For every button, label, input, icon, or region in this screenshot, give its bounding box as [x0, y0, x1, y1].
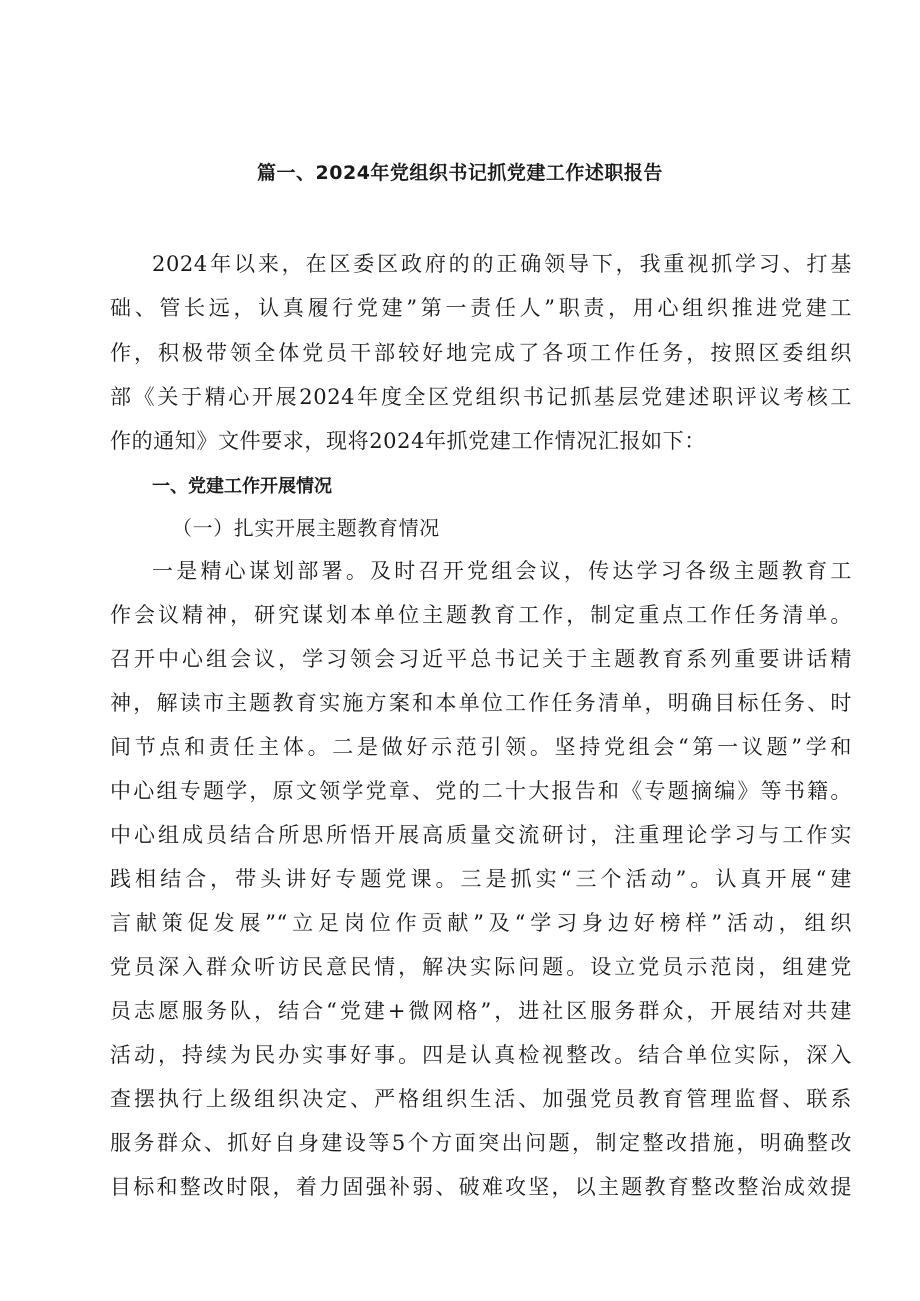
body-line: 间节点和责任主体。二是做好示范引领。坚持党组会“第一议题”学和 [110, 735, 852, 759]
intro-line: 部《关于精心开展2024年度全区党组织书记抓基层党建述职评议考核工 [110, 385, 852, 409]
body-line: 言献策促发展”“立足岗位作贡献”及“学习身边好榜样”活动，组织 [110, 911, 852, 935]
subsection-heading: （一）扎实开展主题教育情况 [172, 516, 440, 540]
body-line: 活动，持续为民办实事好事。四是认真检视整改。结合单位实际，深入 [110, 1043, 852, 1067]
intro-line: 作，积极带领全体党员干部较好地完成了各项工作任务，按照区委组织 [110, 341, 852, 365]
body-line: 践相结合，带头讲好专题党课。三是抓实“三个活动”。认真开展“建 [110, 867, 852, 891]
body-line: 作会议精神，研究谋划本单位主题教育工作，制定重点工作任务清单。 [110, 603, 852, 627]
body-line: 中心组成员结合所思所悟开展高质量交流研讨，注重理论学习与工作实 [110, 823, 852, 847]
document-title: 篇一、2024年党组织书记抓党建工作述职报告 [257, 162, 663, 184]
body-line: 一是精心谋划部署。及时召开党组会议，传达学习各级主题教育工 [152, 559, 852, 583]
body-line: 党员深入群众听访民意民情，解决实际问题。设立党员示范岗，组建党 [110, 955, 852, 979]
intro-line: 础、管长远，认真履行党建”第一责任人”职责，用心组织推进党建工 [110, 296, 852, 320]
body-line: 查摆执行上级组织决定、严格组织生活、加强党员教育管理监督、联系 [110, 1087, 852, 1111]
body-line: 目标和整改时限，着力固强补弱、破难攻坚，以主题教育整改整治成效提 [110, 1175, 852, 1199]
section-heading: 一、党建工作开展情况 [152, 476, 332, 497]
body-line: 神，解读市主题教育实施方案和本单位工作任务清单，明确目标任务、时 [110, 691, 852, 715]
body-line: 中心组专题学，原文领学党章、党的二十大报告和《专题摘编》等书籍。 [110, 779, 852, 803]
body-line: 服务群众、抓好自身建设等5个方面突出问题，制定整改措施，明确整改 [110, 1131, 852, 1155]
body-line: 员志愿服务队，结合“党建+微网格”，进社区服务群众，开展结对共建 [110, 999, 852, 1023]
body-line: 召开中心组会议，学习领会习近平总书记关于主题教育系列重要讲话精 [110, 647, 852, 671]
intro-line: 2024年以来，在区委区政府的的正确领导下，我重视抓学习、打基 [152, 252, 852, 276]
intro-line: 作的通知》文件要求，现将2024年抓党建工作情况汇报如下： [110, 429, 706, 453]
